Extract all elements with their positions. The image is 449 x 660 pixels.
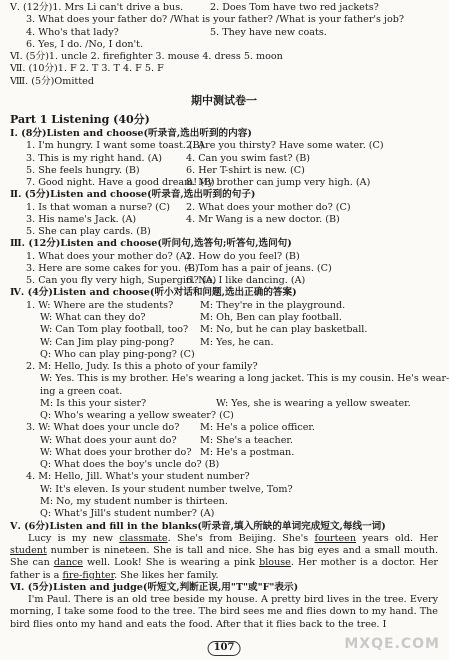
answer-text: Ⅵ. (5分)1. uncle 2. firefighter 3. mouse 4. dress 5. moon xyxy=(10,51,283,63)
item-text: 2. Are you thirsty? Have some water. (C) xyxy=(186,140,384,152)
dialogue-line: ing a green coat. xyxy=(40,385,123,397)
part-heading: Part 1 Listening (40分) xyxy=(10,112,150,126)
blank-answer: fire-fighter xyxy=(62,569,115,581)
passage-text: . She likes her family. xyxy=(114,569,219,581)
section-heading: Ⅳ. (4分)Listen and choose(听小对话和问题,选出正确的答案) xyxy=(10,287,297,299)
passage-text: years old. Her xyxy=(356,532,439,544)
item-text: 5. She can play cards. (B) xyxy=(26,226,151,238)
section-heading: Ⅲ. (12分)Listen and choose(听问句,选答句;听答句,选问句) xyxy=(10,238,292,250)
section-heading: Ⅰ. (8分)Listen and choose(听录音,选出听到的内容) xyxy=(10,128,252,140)
question-line: Q: Who can play ping-pong? (C) xyxy=(40,348,195,360)
dialogue-line: M: Is this your sister? xyxy=(40,397,147,409)
blank-answer: blouse xyxy=(259,557,291,569)
dialogue-line: M: He's a postman. xyxy=(200,446,295,458)
item-text: 2. What does your mother do? (C) xyxy=(186,201,351,213)
blank-answer: student xyxy=(10,545,47,557)
dialogue-line: M: He's a police officer. xyxy=(200,422,315,434)
dialogue-line: W: Yes. This is my brother. He's wearing a long jacket. This is my cousin. He's wear- xyxy=(40,373,449,385)
item-text: 2. How do you feel? (B) xyxy=(186,250,300,262)
dialogue-line: M: Oh, Ben can play football. xyxy=(200,312,342,323)
judge-passage: I'm Paul. There is an old tree beside my house. A pretty bird lives in the tree. Every morning, I take some food to the tree. The bird sees me and flies down to my hand. The bird flies onto my hand and eats the food. After that it flies back to the tree. I xyxy=(10,594,438,630)
question-line: Q: What does the boy's uncle do? (B) xyxy=(40,459,220,471)
section-heading: Ⅱ. (5分)Listen and choose(听录音,选出听到的句子) xyxy=(10,189,256,201)
dialogue-line: W: Yes, she is wearing a yellow sweater. xyxy=(216,397,411,409)
item-text: 4. Can you swim fast? (B) xyxy=(186,152,311,164)
dialogue-line: M: No, my student number is thirteen. xyxy=(40,495,228,507)
passage-text: number is nineteen. She is tall and nice. She has big eyes and a small mouth. She can xyxy=(10,545,438,569)
blank-answer: classmate xyxy=(119,532,168,544)
dialogue-line: W: Can Tom play football, too? xyxy=(40,324,189,336)
watermark-logo: MXQE.COM xyxy=(344,636,440,653)
page-title: 期中测试卷一 xyxy=(191,93,257,107)
dialogue-line: W: What can they do? xyxy=(40,312,146,323)
dialogue-line: M: She's a teacher. xyxy=(200,434,293,446)
item-text: 1. Is that woman a nurse? (C) xyxy=(26,201,170,213)
item-text xyxy=(186,226,438,238)
answer-row xyxy=(10,2,438,14)
answer-text: 4. Who's that lady? xyxy=(26,26,119,38)
passage-text: . Her mother is a doctor. Her father is a xyxy=(10,557,438,581)
answer-text: Ⅶ. (10分)1. F 2. T 3. T 4. F 5. F xyxy=(10,63,164,75)
question-line: Q: What's Jill's student number? (A) xyxy=(40,508,215,520)
item-text: 4. Mr Wang is a new doctor. (B) xyxy=(186,213,340,225)
dialogue-line: W: Can Jim play ping-pong? xyxy=(40,336,175,348)
question-line: Q: Who's wearing a yellow sweater? (C) xyxy=(40,410,234,422)
answer-text: 2. Does Tom have two red jackets? xyxy=(210,2,379,13)
dialogue-line: 2. M: Hello, Judy. Is this a photo of your family? xyxy=(26,361,258,373)
dialogue-line: M: They're in the playground. xyxy=(200,299,346,311)
item-text: 6. No, I like dancing. (A) xyxy=(186,275,306,287)
section-heading: Ⅵ. (5分)Listen and judge(听短文,判断正误,用"T"或"F"表示) xyxy=(10,581,299,593)
item-text: 5. She feels hungry. (B) xyxy=(26,164,140,176)
dialogue-line: M: Yes, he can. xyxy=(200,336,274,348)
fill-blank-passage xyxy=(10,533,438,582)
item-text: 7. Good night. Have a good dream! (B) xyxy=(26,177,215,189)
dialogue-line: M: No, but he can play basketball. xyxy=(200,324,368,336)
item-text: 4. Tom has a pair of jeans. (C) xyxy=(186,262,332,274)
item-text: 8. My brother can jump very high. (A) xyxy=(186,177,371,189)
item-text: 1. What does your mother do? (A) xyxy=(26,250,191,262)
section-heading: Ⅴ. (6分)Listen and fill in the blanks(听录音,填入所缺的单词完成短文,每线一词) xyxy=(10,520,386,532)
dialogue-line: W: What does your aunt do? xyxy=(40,434,177,446)
blank-answer: dance xyxy=(53,557,83,569)
answer-text: 3. What does your father do? /What is your father? /What is your father's job? xyxy=(26,14,405,26)
item-text: 5. Can you fly very high, Supergirl? (A) xyxy=(26,275,217,287)
answer-row xyxy=(10,27,438,39)
passage-text: . She's from Beijing. She's xyxy=(167,532,315,544)
item-text: 3. Here are some cakes for you. (B) xyxy=(26,262,199,274)
answer-text: Ⅴ. (12分)1. Mrs Li can't drive a bus. xyxy=(10,2,184,13)
dialogue-line: 1. W: Where are the students? xyxy=(26,299,174,311)
dialogue-line: 4. M: Hello, Jill. What's your student number? xyxy=(26,471,250,483)
item-text: 1. I'm hungry. I want some toast. (B) xyxy=(26,140,204,152)
passage-text: well. Look! She is wearing a pink xyxy=(82,557,260,569)
dialogue-line: 3. W: What does your uncle do? xyxy=(26,422,180,434)
answer-text: 6. Yes, I do. /No, I don't. xyxy=(26,38,144,50)
dialogue-line: W: It's eleven. Is your student number twelve, Tom? xyxy=(40,483,293,495)
page-number: 107 xyxy=(208,641,241,656)
item-text: 6. Her T-shirt is new. (C) xyxy=(186,164,305,176)
answer-text: Ⅷ. (5分)Omitted xyxy=(10,75,94,87)
blank-answer: fourteen xyxy=(314,532,357,544)
item-text: 3. This is my right hand. (A) xyxy=(26,152,163,164)
passage-text: Lucy is my new xyxy=(28,532,120,544)
item-text: 3. His name's Jack. (A) xyxy=(26,213,137,225)
answer-text: 5. They have new coats. xyxy=(210,26,327,38)
dialogue-line: W: What does your brother do? xyxy=(40,446,192,458)
